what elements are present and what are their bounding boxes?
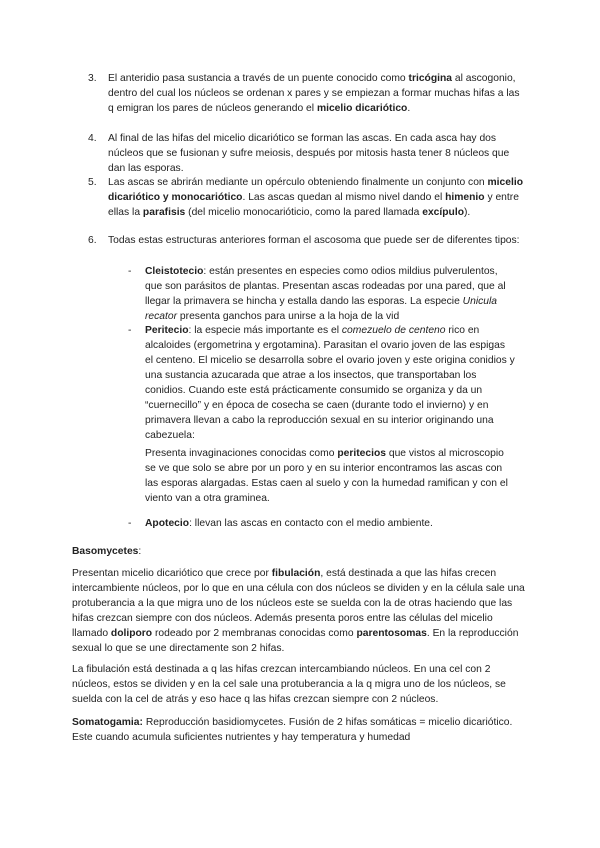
list-number: 4. — [88, 133, 97, 144]
sub-list-item: Cleistotecio: están presentes en especies como odios mildius pulverulentos, que son parásitos de plantas. Presentan ascas rodeadas por una pared, que al llegar la primavera se hincha y estalla dando las esporas. La especie Unicula recator presenta ganchos para unirse a la hoja de la vid — [145, 266, 506, 322]
paragraph: Somatogamia: Reproducción basidiomycetes. Fusión de 2 hifas somáticas = micelio dicariótico. Este cuando acumula suficientes nutrientes y hay temperatura y humedad — [72, 717, 513, 743]
sub-list-item: Apotecio: llevan las ascas en contacto con el medio ambiente. — [145, 518, 433, 529]
list-item: Al final de las hifas del micelio dicariótico se forman las ascas. En cada asca hay dos núcleos que se fusionan y sufre meiosis, después por mitosis hasta tener 8 núcleos que dan las esporas. — [108, 133, 510, 174]
list-number: 6. — [88, 235, 97, 246]
list-item: Las ascas se abrirán mediante un opérculo obteniendo finalmente un conjunto con micelio dicariótico y monocariótico. Las ascas quedan al mismo nivel dando el himenio y entre ellas la parafisis (del micelio monocarióticio, como la pared llamada excípulo). — [108, 177, 524, 218]
sub-bullet: - — [128, 266, 132, 277]
list-item: El anteridio pasa sustancia a través de un puente conocido como tricógina al ascogonio, dentro del cual los núcleos se ordenan x pares y se empiezan a formar muchas hifas a las q emigran los pares de núcleos generando el micelio dicariótico. — [108, 73, 520, 114]
paragraph: Presentan micelio dicariótico que crece por fibulación, está destinada a que las hifas crecen intercambiente núcleos, por lo que en una célula con dos núcleos se dividen y en la célula sale una protuberancia a la que migra uno de los núcleos este se suelda con la de otras haciendo que las hifas crezcan siempre con dos núcleos. Además presenta poros entre las células del micelio llamado doliporo rodeado por 2 membranas conocidas como parentosomas. En la reproducción sexual lo que se une directamente son 2 hifas. — [72, 568, 525, 654]
list-item: Todas estas estructuras anteriores forman el ascosoma que puede ser de diferentes tipos: — [108, 235, 520, 246]
section-heading: Basomycetes: — [72, 546, 142, 557]
sub-bullet: - — [128, 518, 132, 529]
sub-bullet: - — [128, 325, 132, 336]
list-number: 5. — [88, 177, 97, 188]
list-number: 3. — [88, 73, 97, 84]
sub-list-item: Peritecio: la especie más importante es el comezuelo de centeno rico en alcaloides (ergometrina y ergotamina). Parasitan el ovario joven de las espigas el centeno. El micelio se desarrolla sobre el ovario joven y este origina conidios y una sustancia azucarada que atrae a los insectos, que transportaban los conidios. Cuando este está prácticamente consumido se organiza y da un “cuernecillo” y en época de cosecha se caen (durante todo el invierno) y en primavera llevan a cabo la reproducción sexual en su interior originando una cabezuela: — [145, 325, 515, 441]
sub-paragraph: Presenta invaginaciones conocidas como peritecios que vistos al microscopio se ve que solo se abre por un poro y en su interior encontramos las ascas con las esporas alargadas. Estas caen al suelo y con la humedad ramifican y con el viento van a otra graminea. — [145, 448, 508, 504]
paragraph: La fibulación está destinada a q las hifas crezcan intercambiando núcleos. En una cel con 2 núcleos, estos se dividen y en la cel sale una protuberancia a la q migra uno de los núcleos, se suelda con la cel de atrás y eso hace q las hifas crezcan siempre con 2 núcleos. — [72, 664, 506, 705]
